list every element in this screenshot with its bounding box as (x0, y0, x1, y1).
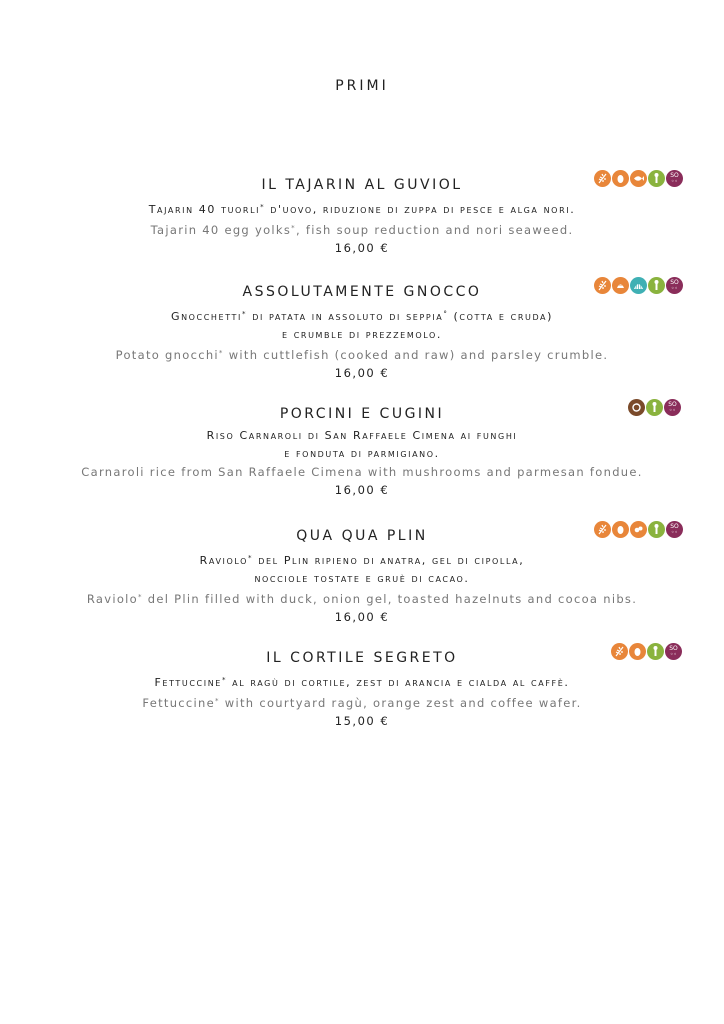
allergen-icons (594, 277, 683, 295)
dish-description-it: Tajarin 40 tuorli* d'uovo, riduzione di zuppa di pesce e alga nori. (148, 203, 576, 216)
mustard-icon (648, 170, 665, 187)
celery-icon (647, 643, 664, 660)
egg-icon (612, 170, 629, 187)
sulphites-icon: SO ◦◦ (665, 643, 682, 660)
shellfish-icon (612, 277, 629, 294)
dish-price: 16,00 € (334, 483, 390, 497)
dish-price: 16,00 € (334, 241, 390, 255)
dish-description-it: Riso Carnaroli di San Raffaele Cimena ai funghi (206, 429, 518, 442)
dish-name: QUA QUA PLIN (296, 528, 428, 544)
dish-description-en: Raviolo* del Plin filled with duck, onion gel, toasted hazelnuts and cocoa nibs. (86, 592, 638, 606)
egg-icon (612, 521, 629, 538)
celery-icon (648, 277, 665, 294)
dish-item (0, 176, 724, 257)
page-title: PRIMI (335, 78, 389, 94)
sulphites-icon: SO ◦◦ (666, 170, 683, 187)
fish-icon (630, 170, 647, 187)
dish-description-en: Fettuccine* with courtyard ragù, orange zest and coffee wafer. (142, 696, 582, 710)
allergen-icons (628, 399, 681, 417)
dish-description-it: e crumble di prezzemolo. (282, 328, 442, 341)
allergen-icons (594, 170, 683, 188)
dish-price: 16,00 € (334, 610, 390, 624)
dish-description-it: Fettuccine* al ragù di cortile, zest di arancia e cialda al caffè. (154, 676, 570, 689)
celery-icon (648, 521, 665, 538)
dish-description-en: Tajarin 40 egg yolks*, fish soup reduction and nori seaweed. (150, 223, 574, 237)
dish-item (0, 649, 724, 730)
dish-description-it: Raviolo* del Plin ripieno di anatra, gel di cipolla, (199, 554, 525, 567)
sulphites-icon: SO ◦◦ (666, 521, 683, 538)
dish-name: IL TAJARIN AL GUVIOL (261, 177, 463, 193)
sulphites-icon: SO ◦◦ (666, 277, 683, 294)
egg-icon (629, 643, 646, 660)
gluten-icon (594, 170, 611, 187)
dish-description-en: Carnaroli rice from San Raffaele Cimena with mushrooms and parmesan fondue. (81, 465, 643, 479)
milk-icon (628, 399, 645, 416)
gluten-icon (594, 521, 611, 538)
dish-price: 15,00 € (334, 714, 390, 728)
dish-price: 16,00 € (334, 366, 390, 380)
sulphites-icon: SO ◦◦ (664, 399, 681, 416)
dish-name: ASSOLUTAMENTE GNOCCO (242, 284, 482, 300)
dish-item (0, 527, 724, 626)
nuts-icon (630, 521, 647, 538)
gluten-icon (594, 277, 611, 294)
dish-description-it: Gnocchetti* di patata in assoluto di seppia° (cotta e cruda) (170, 310, 554, 323)
gluten-icon (611, 643, 628, 660)
allergen-icons (611, 643, 682, 661)
dish-item (0, 283, 724, 382)
mollusc-icon (630, 277, 647, 294)
allergen-icons (594, 521, 683, 539)
dish-item (0, 405, 724, 499)
dish-description-it: e fonduta di parmigiano. (284, 447, 440, 460)
dish-description-en: Potato gnocchi* with cuttlefish (cooked and raw) and parsley crumble. (115, 348, 609, 362)
dish-name: IL CORTILE SEGRETO (266, 650, 458, 666)
dish-description-it: nocciole tostate e gruè di cacao. (254, 572, 470, 585)
celery-icon (646, 399, 663, 416)
dish-name: PORCINI E CUGINI (279, 406, 445, 422)
